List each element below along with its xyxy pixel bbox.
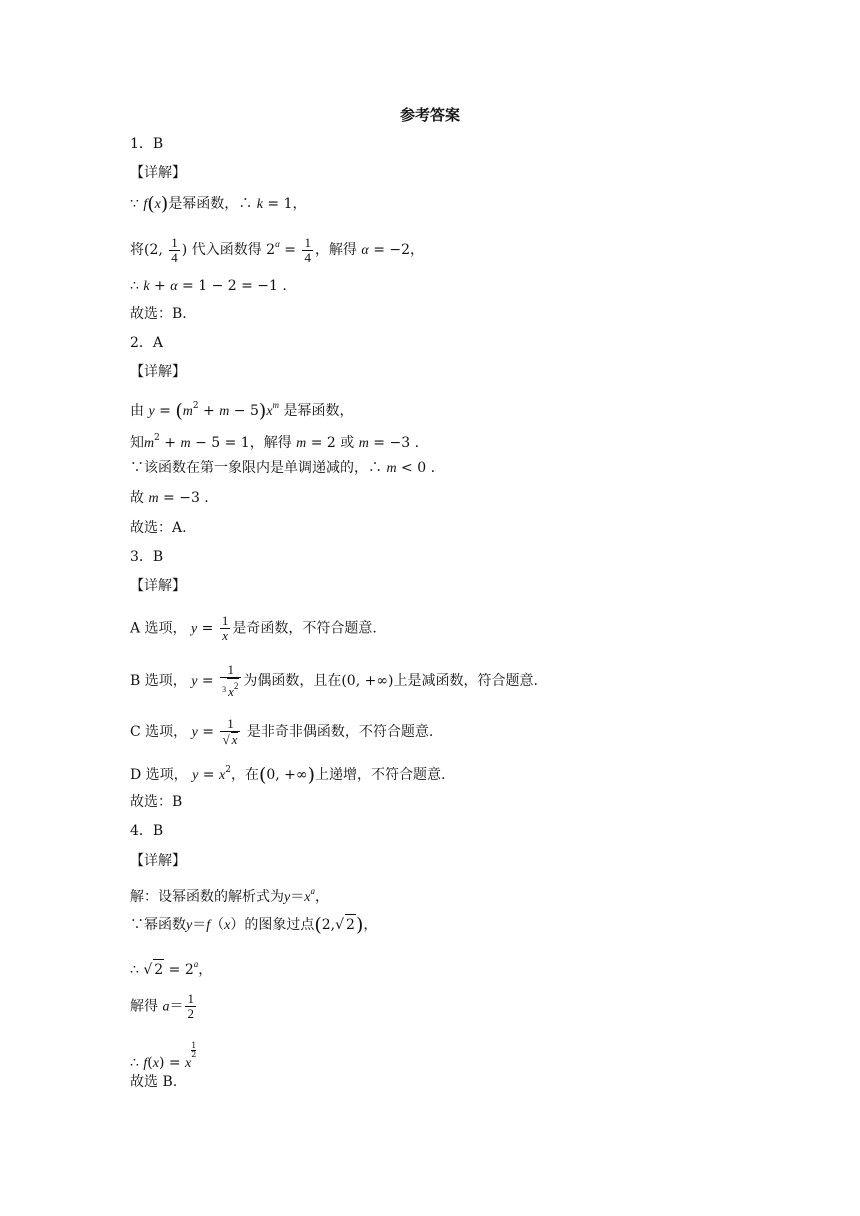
q4-line-5: ∴ f(x) = x $\frac{1}{2}$ (130, 1041, 197, 1071)
q1-line-1: ∵ f(x)是幂函数，∴ k = 1， (130, 193, 307, 215)
q2-line-2-b: ，解得 (249, 435, 292, 451)
q1-line-2-b: 代入函数得 (191, 242, 262, 258)
q3-option-d-text2: 上递增，不符合题意. (315, 767, 446, 783)
q4-line-2-b: 的图象过点 (244, 917, 315, 933)
q3-option-d-text1: ，在 (230, 767, 259, 783)
q2-answer: 2．A (130, 335, 164, 351)
q3-option-d-label: D 选项， (130, 767, 188, 783)
q4-line-4: 解得 a＝ $\frac{1}{2}$ (130, 991, 194, 1021)
q4-answer: 4．B (130, 823, 164, 839)
q2-final: 故选：A. (130, 520, 187, 536)
q4-line-2-a: ∵幂函数 (130, 917, 186, 933)
q1-line-1-text: 是幂函数， (168, 196, 239, 212)
q3-option-b: B 选项， y = $\frac{1}{^3 x^2}$ 为偶函数，且在(0, +∞)上是减函数，符合题意. (130, 662, 538, 699)
q3-option-a-label: A 选项， (130, 620, 187, 637)
q2-line-2-a: 知 (130, 435, 144, 451)
q2-line-3-a: ∵该函数在第一象限内是单调递减的，∴ (130, 460, 382, 476)
q1-detail-label: 【详解】 (130, 165, 186, 181)
q4-line-1: 解：设幂函数的解析式为$y=x^a$， (130, 886, 329, 905)
q3-option-b-label: B 选项， (130, 673, 187, 689)
q4-detail-label: 【详解】 (130, 853, 186, 869)
q3-option-b-text1: 为偶函数，且在 (243, 673, 342, 689)
q1-final: 故选：B. (130, 306, 187, 322)
q2-line-1-b: 是幂函数， (283, 403, 354, 419)
q3-option-c-label: C 选项， (130, 724, 188, 740)
q1-line-2-c: ，解得 (314, 242, 357, 258)
q3-detail-label: 【详解】 (130, 578, 186, 594)
q4-line-4-text: 解得 (130, 998, 158, 1015)
q3-option-a: A 选项， y = $\frac{1}{x}$ 是奇函数，不符合题意. (130, 613, 377, 643)
q2-line-2: 知$m^2 + m - 5 = 1$，解得 m = 2 或 m = −3 . (130, 433, 420, 451)
q1-line-3: ∴ k + α = 1 − 2 = −1 . (130, 278, 287, 294)
q3-option-d: D 选项， $y = x^2$，在(0, +∞)上递增，不符合题意. (130, 764, 446, 786)
q2-detail-label: 【详解】 (130, 364, 186, 380)
q4-line-3: ∴ √ $2 = 2^a$， (130, 959, 213, 978)
q3-option-c: C 选项， y = $\frac{1}{√ x}$ 是非奇非偶函数，不符合题意. (130, 716, 434, 747)
q2-line-4-a: 故 (130, 490, 144, 506)
q1-line-2-a: 将 (130, 242, 144, 258)
page-title: 参考答案 (399, 106, 460, 124)
q2-line-2-c: 或 (340, 435, 355, 451)
q3-option-c-text: 是非奇非偶函数，不符合题意. (246, 724, 434, 740)
q4-line-2: ∵幂函数y＝f（x）的图象过点(2,√ 2)， (130, 914, 378, 936)
q2-line-4: 故 m = −3 . (130, 490, 209, 506)
q4-final: 故选 B. (130, 1074, 178, 1090)
q3-option-b-text2: 上是减函数，符合题意. (393, 673, 538, 689)
q2-line-3: ∵该函数在第一象限内是单调递减的，∴ m < 0 . (130, 460, 436, 476)
q2-line-1-a: 由 (130, 403, 144, 419)
q3-answer: 3．B (130, 549, 164, 565)
q3-final: 故选：B (130, 794, 183, 810)
q2-line-1: 由 $y = (m^2 + m - 5)x^m$ 是幂函数， (130, 400, 354, 422)
q3-option-a-text: 是奇函数，不符合题意. (232, 620, 377, 637)
q4-line-1-text: 解：设幂函数的解析式为 (130, 889, 284, 905)
q1-answer: 1．B (130, 136, 164, 152)
q1-line-2: 将(2, $\frac{1}{4}$ ) 代入函数得 $2^\alpha$ = $\frac{1}{4}$ ，解得 α = −2， (130, 234, 425, 265)
